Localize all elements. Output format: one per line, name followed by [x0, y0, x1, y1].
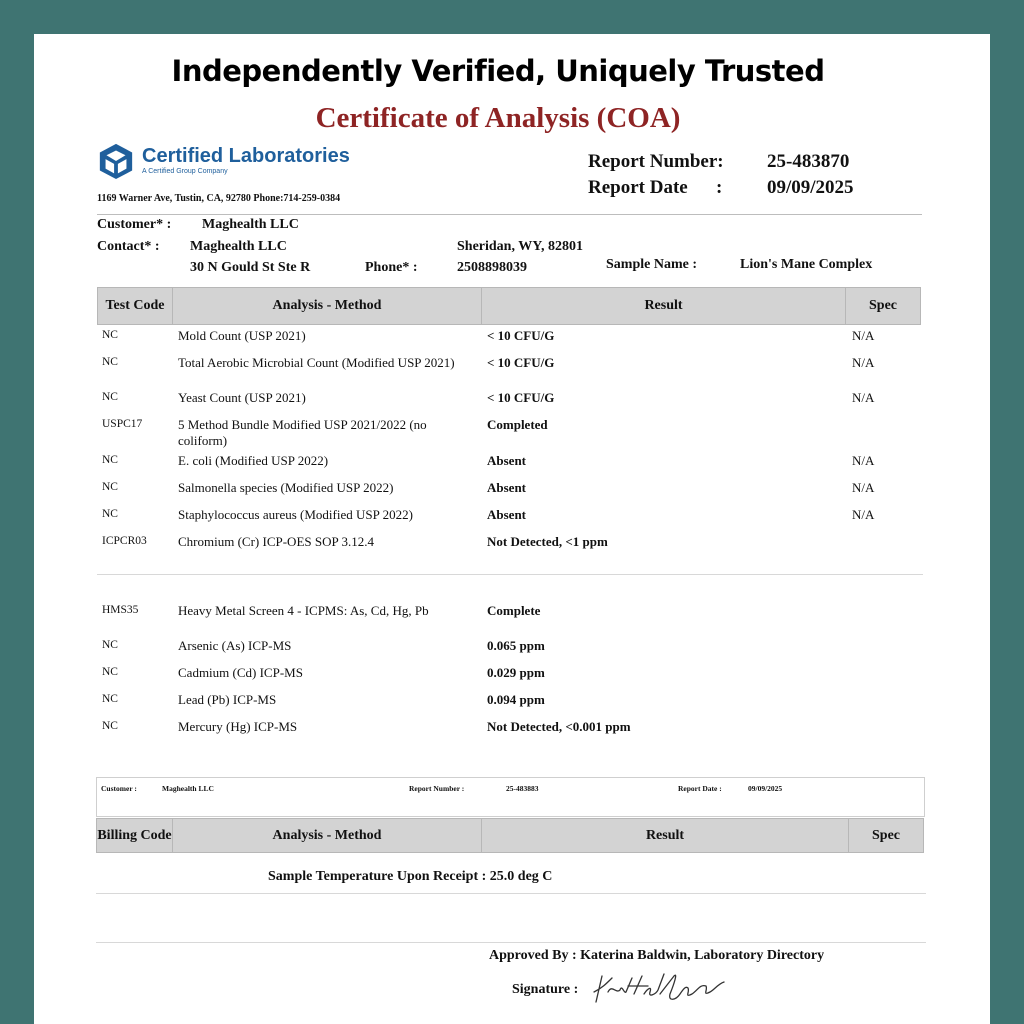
report-date-colon: :: [716, 177, 723, 198]
page2-customer-label: Customer :: [101, 784, 137, 793]
result-cell: Absent: [487, 453, 527, 468]
lab-address: 1169 Warner Ave, Tustin, CA, 92780 Phone:714-259-0384: [97, 193, 341, 204]
result-cell: 0.029 ppm: [487, 665, 545, 680]
analysis-method-cell: Heavy Metal Screen 4 - ICPMS: As, Cd, Hg, Pb: [178, 603, 429, 618]
sample-name-value: Lion's Mane Complex: [740, 257, 873, 272]
result-cell: Completed: [487, 417, 548, 432]
header-spec: Spec: [846, 288, 921, 325]
report-number-label: Report Number:: [588, 151, 724, 172]
test-code-cell: NC: [102, 693, 118, 705]
result-cell: Not Detected, <0.001 ppm: [487, 719, 631, 734]
test-code-cell: NC: [102, 639, 118, 651]
test-code-cell: NC: [102, 481, 118, 493]
analysis-method-cell: Arsenic (As) ICP-MS: [178, 638, 292, 653]
test-code-cell: USPC17: [102, 418, 143, 430]
analysis-method-cell: Cadmium (Cd) ICP-MS: [178, 665, 303, 680]
spec-cell: N/A: [852, 355, 875, 370]
analysis-method-cell: 5 Method Bundle Modified USP 2021/2022 (no coliform): [178, 417, 427, 448]
test-code-cell: NC: [102, 356, 118, 368]
report-date: 09/09/2025: [767, 177, 854, 198]
result-cell: 0.065 ppm: [487, 638, 545, 653]
page2-report-date: 09/09/2025: [748, 784, 783, 793]
result-cell: < 10 CFU/G: [487, 390, 555, 405]
contact-city: Sheridan, WY, 82801: [457, 239, 584, 254]
report-number: 25-483870: [767, 151, 850, 172]
result-cell: 0.094 ppm: [487, 692, 545, 707]
analysis-method-cell: Total Aerobic Microbial Count (Modified USP 2021): [178, 355, 455, 370]
report-date-label: Report Date: [588, 177, 688, 198]
divider: [96, 942, 926, 943]
test-code-cell: NC: [102, 391, 118, 403]
billing-table-header: [96, 818, 924, 853]
header-billing-code: Billing Code: [97, 819, 173, 853]
test-code-cell: NC: [102, 454, 118, 466]
test-code-cell: ICPCR03: [102, 535, 147, 547]
result-cell: Absent: [487, 507, 527, 522]
approved-by: Approved By : Katerina Baldwin, Laboratory Directory: [489, 948, 825, 963]
spec-cell: N/A: [852, 480, 875, 495]
spec-cell: N/A: [852, 507, 875, 522]
result-cell: < 10 CFU/G: [487, 328, 555, 343]
page2-customer: Maghealth LLC: [162, 784, 214, 793]
result-cell: Not Detected, <1 ppm: [487, 534, 608, 549]
page2-report-number: 25-483883: [506, 784, 539, 793]
header-analysis-method-2: Analysis - Method: [173, 819, 482, 853]
contact-street: 30 N Gould St Ste R: [190, 260, 311, 275]
contact-label: Contact* :: [97, 239, 160, 254]
spec-cell: N/A: [852, 328, 875, 343]
test-code-cell: NC: [102, 329, 118, 341]
sample-temperature: Sample Temperature Upon Receipt : 25.0 deg C: [268, 869, 553, 884]
header-result: Result: [482, 288, 846, 325]
signature-label: Signature :: [512, 982, 579, 997]
test-code-cell: NC: [102, 666, 118, 678]
result-cell: < 10 CFU/G: [487, 355, 555, 370]
headline: Independently Verified, Uniquely Trusted: [171, 54, 825, 88]
test-code-cell: NC: [102, 508, 118, 520]
page2-report-date-label: Report Date :: [678, 784, 722, 793]
spec-cell: N/A: [852, 453, 875, 468]
divider: [97, 574, 923, 575]
header-spec-2: Spec: [849, 819, 924, 853]
spec-cell: N/A: [852, 390, 875, 405]
customer-label: Customer* :: [97, 217, 172, 232]
result-cell: Complete: [487, 603, 541, 618]
lab-tagline: A Certified Group Company: [142, 168, 228, 175]
analysis-method-cell: E. coli (Modified USP 2022): [178, 453, 329, 468]
analysis-method-cell: Mercury (Hg) ICP-MS: [178, 719, 298, 734]
analysis-method-cell: Salmonella species (Modified USP 2022): [178, 480, 394, 495]
analysis-method-cell: Yeast Count (USP 2021): [178, 390, 306, 405]
divider: [97, 214, 922, 215]
lab-logo-icon: [97, 142, 135, 180]
sample-name-label: Sample Name :: [606, 257, 697, 272]
header-result-2: Result: [482, 819, 849, 853]
phone-value: 2508898039: [457, 260, 527, 275]
test-code-cell: HMS35: [102, 604, 139, 616]
analysis-method-cell: Lead (Pb) ICP-MS: [178, 692, 277, 707]
customer-value: Maghealth LLC: [202, 217, 299, 232]
test-code-cell: NC: [102, 720, 118, 732]
results-table-header: [97, 287, 921, 325]
analysis-method-cell: Chromium (Cr) ICP-OES SOP 3.12.4: [178, 534, 374, 549]
phone-label: Phone* :: [365, 260, 418, 275]
handwritten-signature: [590, 970, 730, 1010]
analysis-method-cell: Mold Count (USP 2021): [178, 328, 306, 343]
lab-name: Certified Laboratories: [142, 145, 350, 167]
page2-report-number-label: Report Number :: [409, 784, 465, 793]
divider: [96, 893, 926, 894]
contact-value: Maghealth LLC: [190, 239, 287, 254]
document-title: Certificate of Analysis (COA): [315, 102, 681, 134]
result-cell: Absent: [487, 480, 527, 495]
analysis-method-cell: Staphylococcus aureus (Modified USP 2022): [178, 507, 413, 522]
header-test-code: Test Code: [98, 288, 173, 325]
page2-header-box: [96, 777, 925, 817]
header-analysis-method: Analysis - Method: [173, 288, 482, 325]
